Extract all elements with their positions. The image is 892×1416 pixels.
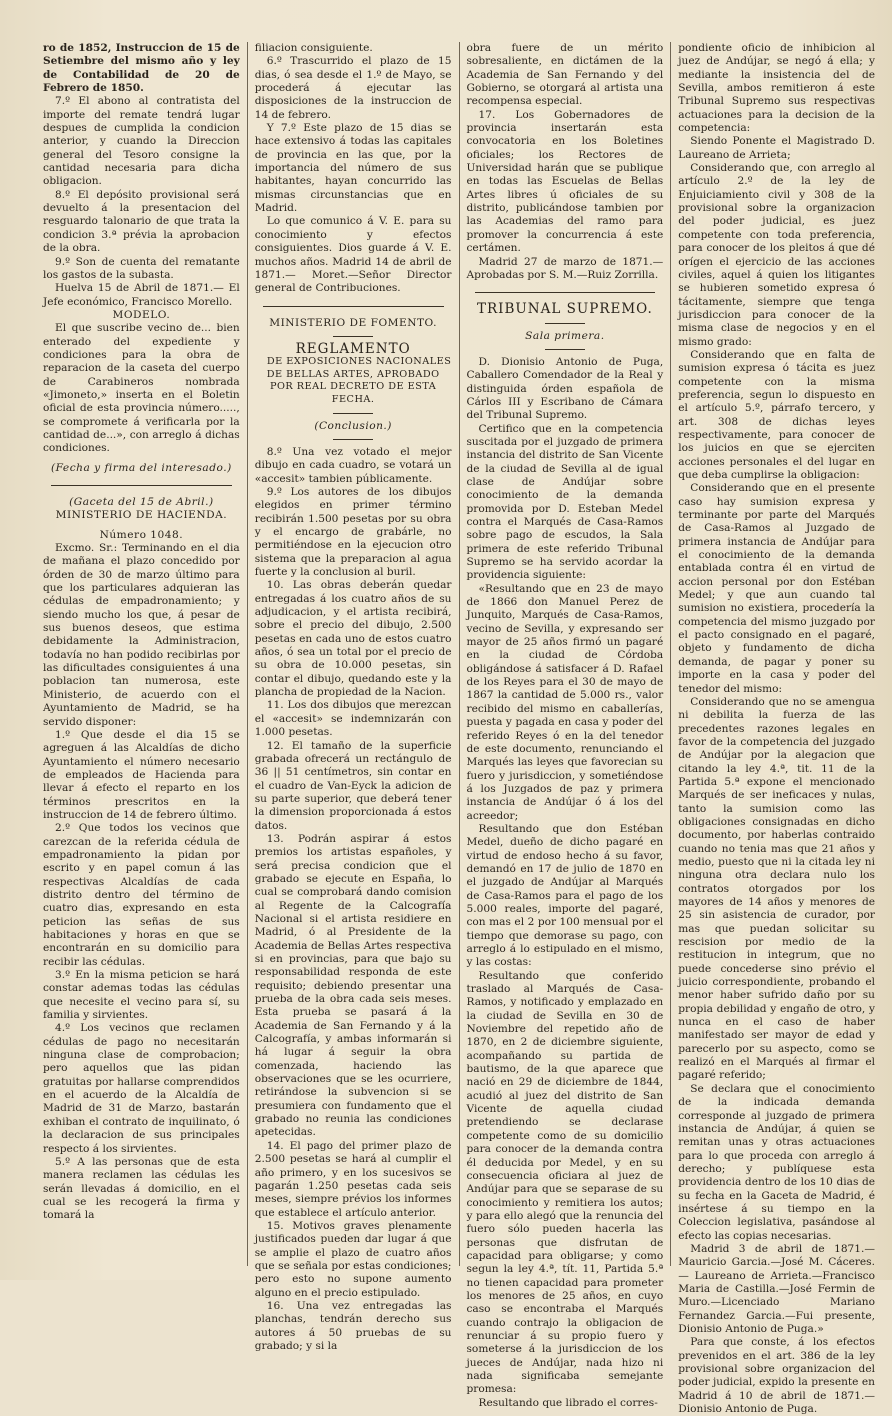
paragraph: Resultando que conferido traslado al Marqués de Casa-Ramos, y notificado y emplazado en la ciudad de Sevilla en 30 de Noviembre del repetido año de 1870, en 2 de diciembre siguiente, acompañando su partida de bautismo, de la que aparece que nació en 29 de diciembre de 1844, acudió al juez del distrito de San Vicente de aquella ciudad pretendiendo se declarase competente como de su domicilio para conocer de la demanda contra él deducida por Medel, y en su consecuencia oficiara al juez de Andújar para que se separase de su conocimiento y remitiera los autos; y para ello alegó que la renuncia del fuero sólo pueden hacerla las personas que disfrutan de capacidad para obligarse; y como segun la ley 4.ª, tít. 11, Partida 5.ª no tienen capacidad para prometer los menores de 25 años, en cuyo caso se encontraba el Marqués cuando contrajo la obligacion de renunciar á su propio fuero y someterse á la jurisdiccion de los jueces de Andújar, nada hizo ni nada significaba semejante promesa: <box>466 969 664 1396</box>
paragraph: obra fuere de un mérito sobresaliente, en dictámen de la Academia de San Fernando y del Gobierno, se otorgará al artista una recompensa especial. <box>466 42 664 108</box>
paragraph: Se declara que el conocimiento de la indicada demanda corresponde al juzgado de primera instancia de Andújar, á quien se remitan unas y otras actuaciones para lo que proceda con arreglo á derecho; y publíquese esta providencia dentro de los 10 dias de su fecha en la Gaceta de Madrid, é insértese á su tiempo en la Coleccion legislativa, pasándose al efecto las copias necesarias. <box>678 1082 875 1242</box>
paragraph: 13. Podrán aspirar á estos premios los artistas españoles, y será precisa condicion que el grabado se ejecute en España, lo cual se comprobará dando comision al Regente de la Calcografía Nacional si el artista residiere en Madrid, ó al Presidente de la Academia de Bellas Artes respectiva si en provincias, para que bajo su responsabilidad responda de este requisito; debiendo presentar una prueba de la obra cada seis meses. Esta prueba se pasará á la Academia de San Fernando y á la Calcografía, y ambas informarán si há lugar á seguir la obra comenzada, haciendo las observaciones que se les ocurriere, retirándose la subvencion si se presumiera con fundamento que el grabado no reunia las condiciones apetecidas. <box>254 832 452 1139</box>
paragraph: 15. Motivos graves plenamente justificados pueden dar lugar á que se amplie el plazo de cuatro años que se señala por estas condiciones; pero esto no supone aumento alguno en el precio estipulado. <box>254 1219 452 1299</box>
paragraph: El que suscribe vecino de... bien enterado del expediente y condiciones para la obra de reparacion de la caseta del cuerpo de Carabineros nombrada «Jimoneto,» inserta en el Boletin oficial de esta provincia número....., se compromete á verificarla por la cantidad de...», con arreglo á dichas condiciones. <box>43 322 240 455</box>
reglamento-subtitle: DE EXPOSICIONES NACIONALES DE BELLAS ARTES, APROBADO POR REAL DECRETO DE ESTA FECHA. <box>266 356 452 405</box>
paragraph: Siendo Ponente el Magistrado D. Laureano de Arrieta; <box>678 135 875 161</box>
column-1 <box>36 42 247 1266</box>
signature-line: Huelva 15 de Abril de 1871.— El Jefe económico, Francisco Morello. <box>43 282 240 308</box>
paragraph: D. Dionisio Antonio de Puga, Caballero Comendador de la Real y distinguida órden española de Cárlos III y Escribano de Cámara del Tribunal Supremo. <box>466 355 664 422</box>
ministry-heading: MINISTERIO DE FOMENTO. <box>269 316 437 329</box>
paragraph: Resultando que librado el corres- <box>478 1396 658 1409</box>
divider <box>545 349 585 350</box>
paragraph: 4.º Los vecinos que reclamen cédulas de pago no necesitarán ninguna clase de comprobacion; pero aquellos que las pidan gratuitas por hallarse comprendidos en el acuerdo de la Alcaldía de Madrid de 31 de Marzo, bastarán exhiban el contrato de inquilinato, ó la declaracion de sus principales respecto á los sirvientes. <box>43 1022 240 1155</box>
paragraph: 16. Una vez entregadas las planchas, tendrán derecho sus autores á 50 pruebas de su grabado; y si la <box>254 1299 452 1352</box>
paragraph: 3.º En la misma peticion se hará constar ademas todas las cédulas que necesite el vecino para sí, su familia y sirvientes. <box>43 969 240 1022</box>
paragraph: pondiente oficio de inhibicion al juez de Andújar, se negó á ella; y mediante la insistencia del de Sevilla, ambos remitieron á este Tribunal Supremo sus respectivas actuaciones para la decision de la competencia: <box>678 42 875 135</box>
paragraph: 7.º El abono al contratista del importe del remate tendrá lugar despues de cumplida la condicion anterior, y cuando la Direccion general del Tesoro consigne la cantidad necesaria para dicha obligacion. <box>43 95 240 188</box>
reglamento-title: REGLAMENTO <box>295 340 411 357</box>
paragraph: Madrid 3 de abril de 1871.—Mauricio Garcia.—José M. Cáceres.— Laureano de Arrieta.—Francisco Maria de Castilla.—José Fermin de Muro.—Licenciado Mariano Fernandez Garcia.—Fui presente, Dionisio Antonio de Puga.» <box>678 1242 875 1335</box>
text-columns <box>36 42 882 1416</box>
paragraph: Lo que comunico á V. E. para su conocimiento y efectos consiguientes. Dios guarde á V. E. muchos años. Madrid 14 de abril de 1871.— Moret.—Señor Director general de Contribuciones. <box>254 215 452 295</box>
paragraph: 5.º A las personas que de esta manera reclamen las cédulas les serán llevadas á domicilio, en el cual se les recogerá la firma y tomará la <box>43 1155 240 1222</box>
divider <box>51 485 232 486</box>
paragraph: Excmo. Sr.: Terminando en el dia de mañana el plazo concedido por órden de 30 de marzo último para que los particulares adquieran las cédulas de empadronamiento; y siendo mucho los que, á pesar de sus buenos deseos, que estima debidamente la Administracion, todavía no han podido recibirlas por las dificultades consiguientes á una poblacion tan numerosa, este Ministerio, de acuerdo con el Ayuntamiento de Madrid, se ha servido disponer: <box>43 542 240 728</box>
paragraph: Considerando que, con arreglo al artículo 2.º de la ley de Enjuiciamiento civil y 308 de la provisional sobre la organizacion del poder judicial, es juez competente con toda preferencia, para conocer de los pleitos á que dé orígen el ejercicio de las acciones civiles, aquel á quien los litigantes se hubieren sometido expresa ó tácitamente, siempre que tenga jurisdiccion para conocer de la misma clase de negocios y en el mismo grado: <box>678 162 875 348</box>
ministry-heading: MINISTERIO DE HACIENDA. <box>55 509 228 522</box>
paragraph: 2.º Que todos los vecinos que carezcan de la referida cédula de empadronamiento la pidan por escrito y en papel comun á las respectivas Alcaldías de cada distrito dentro del término de cuatro dias, expresando en esta peticion las señas de sus habitaciones y horas en que se encontrarán en su domicilio para recibir las cédulas. <box>43 822 240 968</box>
paragraph: Resultando que don Estéban Medel, dueño de dicho pagaré en virtud de endoso hecho á su favor, demandó en 17 de julio de 1870 en el juzgado de Andújar al Marqués de Casa-Ramos para el pago de los 5.000 reales, importe del pagaré, con mas el 2 por 100 mensual por el tiempo que demorase su pago, con arreglo á lo estipulado en el mismo, y las costas: <box>466 822 664 969</box>
divider <box>263 306 444 307</box>
paragraph: filiacion consiguiente. <box>254 42 373 54</box>
paragraph: 9.º Los autores de los dibujos elegidos en primer término recibirán 1.500 pesetas por su obra y el encargo de grabárle, no permitiéndose en la ejecucion otro sistema que la preparacion al agua fuerte y la conclusion al buril. <box>254 485 452 579</box>
paragraph: 8.º Una vez votado el mejor dibujo en cada cuadro, se votará un «accesit» tambien públicamente. <box>254 445 452 485</box>
section-heading-modelo: MODELO. <box>112 308 171 321</box>
column-2 <box>247 42 459 1352</box>
paragraph: Madrid 27 de marzo de 1871.— Aprobadas por S. M.—Ruiz Zorrilla. <box>466 255 664 281</box>
paragraph: 6.º Trascurrido el plazo de 15 dias, ó sea desde el 1.º de Mayo, se procederá á ejecutar las disposiciones de la instruccion de 14 de febrero. <box>254 55 452 121</box>
column-3 <box>459 42 671 1409</box>
paragraph: Para que conste, á los efectos prevenidos en el art. 386 de la ley provisional sobre organizacion del poder judicial, expido la presente en Madrid á 10 de abril de 1871.—Dionisio Antonio de Puga. <box>678 1336 875 1416</box>
paragraph: 8.º El depósito provisional será devuelto á la presentacion del resguardo talonario de que trata la condicion 3.ª prévia la aprobacion de la obra. <box>43 188 240 255</box>
gaceta-reference: (Gaceta del 15 de Abril.) <box>69 496 214 508</box>
paragraph: 17. Los Gobernadores de provincia insertarán esta convocatoria en los Boletines oficiales; los Rectores de Universidad harán que se publique en todas las Escuelas de Bellas Artes libres ú oficiales de su distrito, publicándose tambien por las Academias del ramo para promover la concurrencia á este certámen. <box>466 108 664 255</box>
divider <box>333 413 373 414</box>
paragraph: 11. Los dos dibujos que merezcan el «accesit» se indemnizarán con 1.000 pesetas. <box>254 699 452 739</box>
paragraph: 12. El tamaño de la superficie grabada ofrecerá un rectángulo de 36 || 51 centímetros, sin contar en el cuadro de Van-Eyck la adicion de su parte superior, que deberá tener la dimension proporcionada á estos datos. <box>254 739 452 832</box>
paragraph: Considerando que no se amengua ni debilita la fuerza de las precedentes razones legales en favor de la competencia del juzgado de Andújar por la alegacion que citando la ley 4.ª, tit. 11 de la Partida 5.ª expone el mencionado Marqués de ser ineficaces y nulas, tanto la sumision como las obligaciones consignadas en dicho documento, por haberlas contraido cuando no tenia mas que 21 años y medio, puesto que ni la citada ley ni ninguna otra declara nulo los contratos otorgados por los mayores de 14 años y menores de 25 sin asistencia de curador, por mas que puedan solicitar su rescision por medio de la restitucion in integrum, que no puede concederse sino prévio el juicio correspondiente, probando el menor haber sufrido daño por su propia debilidad y engaño de otro, y nunca en el caso de haber manifestado ser mayor de edad y parecerlo por su aspecto, como se realizó en el Marqués al firmar el pagaré referido; <box>678 695 875 1082</box>
divider <box>333 336 373 337</box>
paragraph: 14. El pago del primer plazo de 2.500 pesetas se hará al cumplir el año primero, y en los sucesivos se pagarán 1.250 pesetas cada seis meses, siempre prévios los informes que establece el artículo anterior. <box>254 1139 452 1219</box>
conclusion-label: (Conclusion.) <box>314 419 392 432</box>
signature-note: (Fecha y firma del interesado.) <box>51 461 232 474</box>
tribunal-heading: TRIBUNAL SUPREMO. <box>477 301 653 318</box>
paragraph: 10. Las obras deberán quedar entregadas á los cuatro años de su adjudicacion, y el artista recibirá, sobre el precio del dibujo, 2.500 pesetas en cada uno de estos cuatro años, ó sea un total por el precio de su obra de 10.000 pesetas, sin contar el dibujo, quedando este y la plancha de propiedad de la Nacion. <box>254 579 452 699</box>
paragraph: «Resultando que en 23 de mayo de 1866 don Manuel Perez de Junquito, Marqués de Casa-Ramos, vecino de Sevilla, y expresando ser mayor de 25 años firmó un pagaré en la ciudad de Córdoba obligándose á satisfacer á D. Rafael de los Reyes para el 30 de mayo de 1867 la cantidad de 5.000 rs., valor recibido del mismo en caballerías, puesta y pagada en casa y poder del referido Reyes ó en la del tenedor de este documento, renunciando el Marqués las leyes que favorecian su fuero y jurisdiccion, y sometiéndose á los Juzgados de paz y primera instancia de Andújar ó á los del acreedor; <box>466 582 664 822</box>
paragraph: Considerando que en falta de sumision expresa ó tácita es juez competente con la misma preferencia, segun lo dispuesto en el artículo 5.º, párrafo tercero, y art. 308 de dichas leyes respectivamente, para conocer de los juicios en que se ejerciten acciones personales el del lugar en que deba cumplirse la obligacion: <box>678 348 875 481</box>
sala-label: Sala primera. <box>525 329 605 342</box>
divider <box>333 439 373 440</box>
paragraph: Y 7.º Este plazo de 15 dias se hace extensivo á todas las capitales de provincia en las que, por la importancia del número de sus habitantes, hayan concurrido las mismas circunstancias que en Madrid. <box>254 122 452 215</box>
document-number: Número 1048. <box>99 528 184 541</box>
column-4 <box>670 42 882 1416</box>
paragraph: ro de 1852, Instruccion de 15 de Setiembre del mismo año y ley de Contabilidad de 20 de Febrero de 1850. <box>43 42 240 95</box>
divider <box>475 292 656 293</box>
paragraph: 9.º Son de cuenta del rematante los gastos de la subasta. <box>43 255 240 281</box>
paragraph: 1.º Que desde el dia 15 se agreguen á las Alcaldías de dicho Ayuntamiento el número necesario de empleados de Hacienda para llevar á efecto el reparto en los términos prescritos en la instruccion de 14 de febrero último. <box>43 728 240 821</box>
paragraph: Considerando que en el presente caso hay sumision expresa y terminante por parte del Marqués de Casa-Ramos al Juzgado de primera instancia de Andújar para el conocimiento de la demanda entablada contra él en virtud de accion personal por don Estéban Medel; y que aun cuando tal sumision no existiera, procedería la competencia del mismo juzgado por el pacto consignado en el pagaré, objeto y fundamento de dicha demanda, de pagar y poner su importe en la casa y poder del tenedor del mismo: <box>678 482 875 695</box>
paragraph: Certifico que en la competencia suscitada por el juzgado de primera instancia del distrito de San Vicente de la ciudad de Sevilla al de igual clase de Andújar sobre conocimiento de la demanda promovida por D. Esteban Medel contra el Marqués de Casa-Ramos sobre pago de escudos, la Sala primera de este referido Tribunal Supremo se ha servido acordar la providencia siguiente: <box>466 422 664 582</box>
divider <box>545 323 585 324</box>
